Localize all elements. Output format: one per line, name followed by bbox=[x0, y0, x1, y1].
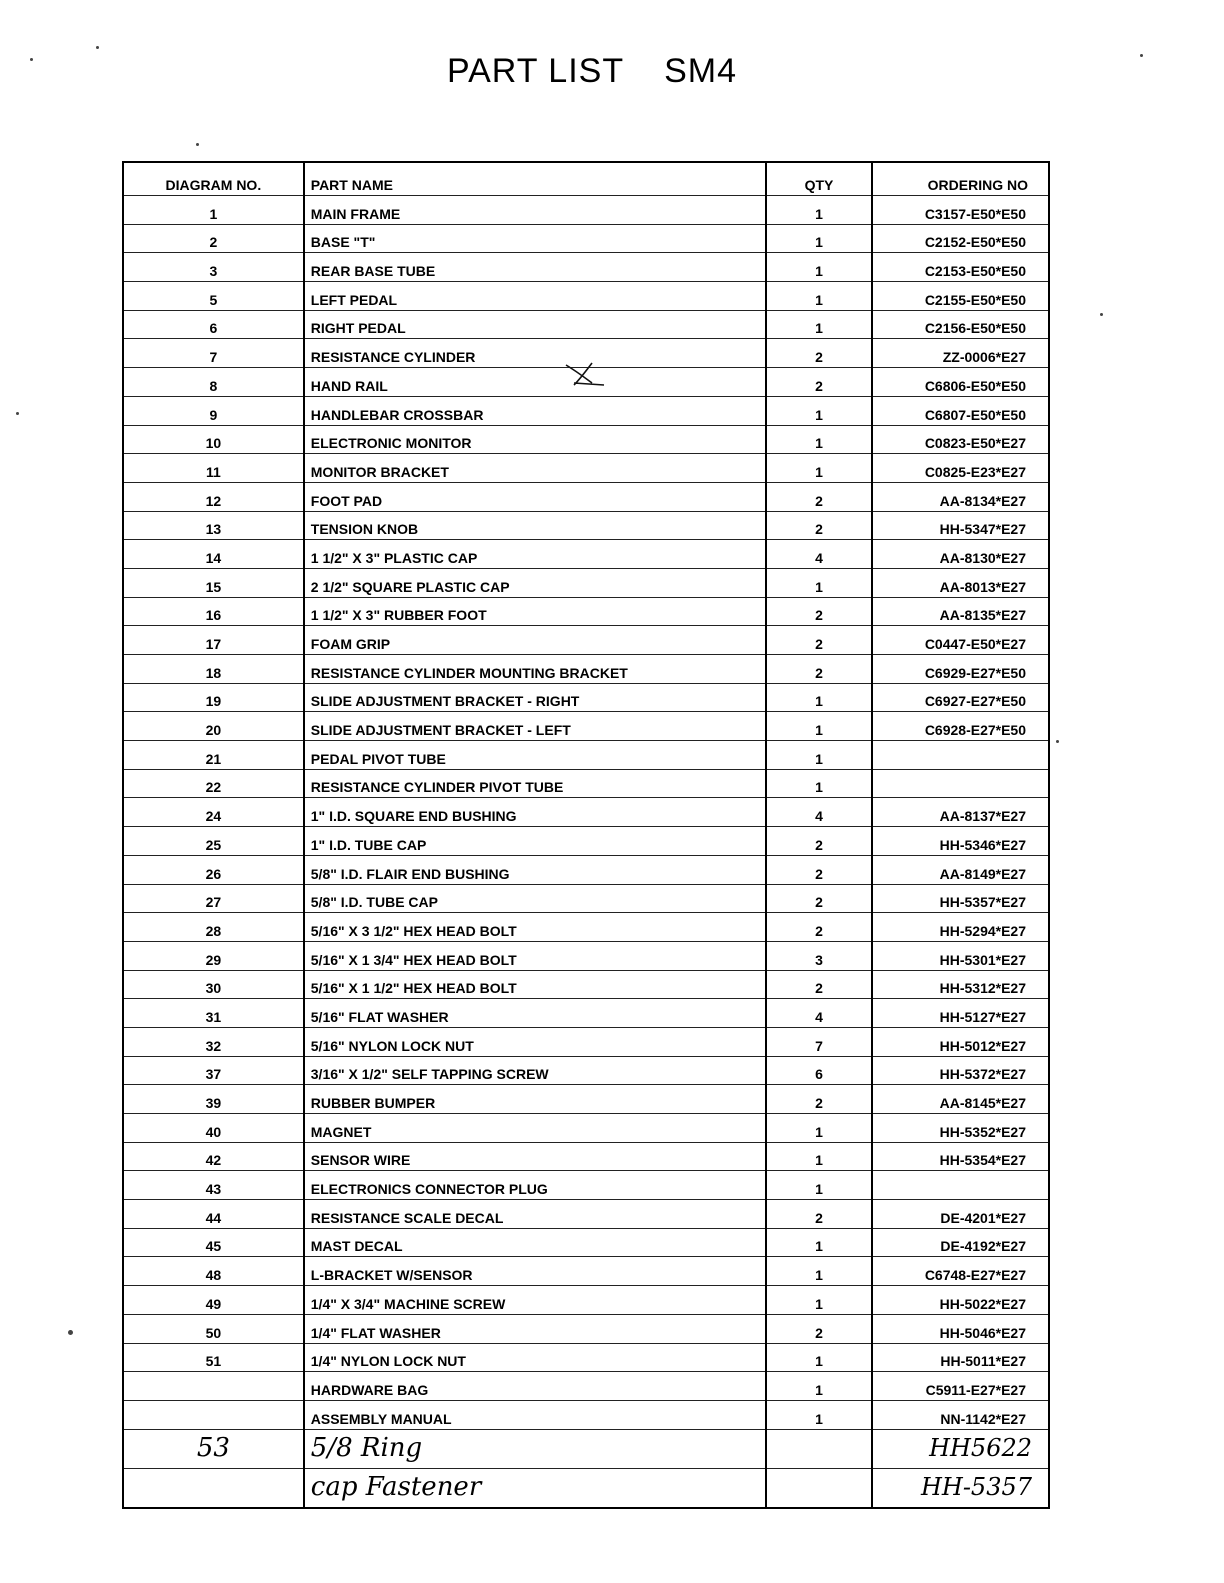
cell-qty: 1 bbox=[766, 741, 872, 770]
cell-ordering-no: AA-8137*E27 bbox=[872, 798, 1049, 827]
table-row bbox=[123, 597, 1049, 626]
table-row bbox=[123, 396, 1049, 425]
table-row bbox=[123, 1314, 1049, 1343]
table-row bbox=[123, 540, 1049, 569]
scan-speck bbox=[1056, 740, 1059, 743]
cell-qty: 1 bbox=[766, 1372, 872, 1401]
cell-diagram: 22 bbox=[123, 769, 304, 798]
cell-ordering-no: HH-5046*E27 bbox=[872, 1314, 1049, 1343]
cell-qty: 1 bbox=[766, 425, 872, 454]
cell-ordering-no: HH-5354*E27 bbox=[872, 1142, 1049, 1171]
table-row bbox=[123, 310, 1049, 339]
cell-diagram bbox=[123, 1372, 304, 1401]
cell-qty: 2 bbox=[766, 482, 872, 511]
cell-qty: 2 bbox=[766, 597, 872, 626]
cell-part-name: RESISTANCE CYLINDER PIVOT TUBE bbox=[304, 769, 766, 798]
cell-ordering-no: C6928-E27*E50 bbox=[872, 712, 1049, 741]
cell-ordering-no: AA-8013*E27 bbox=[872, 568, 1049, 597]
cell-qty: 7 bbox=[766, 1027, 872, 1056]
cell-qty: 4 bbox=[766, 798, 872, 827]
cell-part-name: SENSOR WIRE bbox=[304, 1142, 766, 1171]
cell-ordering-no: HH-5312*E27 bbox=[872, 970, 1049, 999]
table-row bbox=[123, 511, 1049, 540]
cell-ordering-no: HH-5127*E27 bbox=[872, 999, 1049, 1028]
cell-part-name: RESISTANCE CYLINDER MOUNTING BRACKET bbox=[304, 655, 766, 684]
cell-ordering-no: HH-5022*E27 bbox=[872, 1286, 1049, 1315]
table-row bbox=[123, 913, 1049, 942]
cell-diagram: 26 bbox=[123, 855, 304, 884]
scan-speck bbox=[196, 143, 199, 146]
table-row bbox=[123, 1257, 1049, 1286]
cell-qty: 2 bbox=[766, 511, 872, 540]
cell-ordering-no: C2156-E50*E50 bbox=[872, 310, 1049, 339]
table-row bbox=[123, 1286, 1049, 1315]
cell-ordering-no: C6927-E27*E50 bbox=[872, 683, 1049, 712]
cell-qty: 1 bbox=[766, 1228, 872, 1257]
table-row bbox=[123, 1056, 1049, 1085]
table-row bbox=[123, 712, 1049, 741]
cell-qty: 2 bbox=[766, 368, 872, 397]
table-row bbox=[123, 1027, 1049, 1056]
cell-ordering-no: C6929-E27*E50 bbox=[872, 655, 1049, 684]
scan-speck bbox=[68, 1330, 73, 1335]
cell-diagram: 7 bbox=[123, 339, 304, 368]
cell-ordering-no: NN-1142*E27 bbox=[872, 1400, 1049, 1429]
cell-ordering-no: HH-5012*E27 bbox=[872, 1027, 1049, 1056]
cell-ordering-no bbox=[872, 769, 1049, 798]
cell-part-name: LEFT PEDAL bbox=[304, 282, 766, 311]
cell-qty: 2 bbox=[766, 655, 872, 684]
cell-part-name: MAGNET bbox=[304, 1114, 766, 1143]
cell-diagram: 3 bbox=[123, 253, 304, 282]
table-row bbox=[123, 1372, 1049, 1401]
cell-diagram bbox=[123, 1468, 304, 1508]
cell-ordering-no: C2152-E50*E50 bbox=[872, 224, 1049, 253]
cell-qty: 1 bbox=[766, 1343, 872, 1372]
cell-diagram: 8 bbox=[123, 368, 304, 397]
cell-part-name: 1 1/2" X 3" PLASTIC CAP bbox=[304, 540, 766, 569]
cell-diagram: 10 bbox=[123, 425, 304, 454]
cell-qty: 1 bbox=[766, 1114, 872, 1143]
table-row bbox=[123, 1400, 1049, 1429]
table-row bbox=[123, 855, 1049, 884]
col-header-ordering: ORDERING NO bbox=[872, 162, 1049, 196]
cell-part-name: MONITOR BRACKET bbox=[304, 454, 766, 483]
cell-qty: 2 bbox=[766, 1200, 872, 1229]
cell-ordering-no: AA-8145*E27 bbox=[872, 1085, 1049, 1114]
table-row bbox=[123, 1114, 1049, 1143]
cell-ordering-no: C0825-E23*E27 bbox=[872, 454, 1049, 483]
cell-ordering-no: C0447-E50*E27 bbox=[872, 626, 1049, 655]
table-row bbox=[123, 482, 1049, 511]
cell-diagram: 5 bbox=[123, 282, 304, 311]
cell-qty: 1 bbox=[766, 310, 872, 339]
cell-diagram: 12 bbox=[123, 482, 304, 511]
cell-qty: 1 bbox=[766, 282, 872, 311]
cell-diagram: 37 bbox=[123, 1056, 304, 1085]
cell-diagram: 1 bbox=[123, 196, 304, 225]
cell-part-name: 1 1/2" X 3" RUBBER FOOT bbox=[304, 597, 766, 626]
cell-ordering-no: DE-4201*E27 bbox=[872, 1200, 1049, 1229]
cell-ordering-no: AA-8149*E27 bbox=[872, 855, 1049, 884]
parts-body bbox=[123, 196, 1049, 1508]
table-row bbox=[123, 1085, 1049, 1114]
table-row bbox=[123, 1142, 1049, 1171]
cell-part-name: 1" I.D. SQUARE END BUSHING bbox=[304, 798, 766, 827]
cell-qty: 1 bbox=[766, 196, 872, 225]
cell-qty: 2 bbox=[766, 913, 872, 942]
cell-ordering-no: C6748-E27*E27 bbox=[872, 1257, 1049, 1286]
cell-qty: 1 bbox=[766, 454, 872, 483]
cell-part-name: MAIN FRAME bbox=[304, 196, 766, 225]
cell-part-name: 1/4" FLAT WASHER bbox=[304, 1314, 766, 1343]
cell-part-name: MAST DECAL bbox=[304, 1228, 766, 1257]
table-row bbox=[123, 769, 1049, 798]
table-row bbox=[123, 884, 1049, 913]
cell-ordering-no: HH-5372*E27 bbox=[872, 1056, 1049, 1085]
cell-qty: 1 bbox=[766, 253, 872, 282]
cell-part-name: 5/16" X 1 3/4" HEX HEAD BOLT bbox=[304, 941, 766, 970]
cell-diagram: 13 bbox=[123, 511, 304, 540]
table-row bbox=[123, 1171, 1049, 1200]
cell-qty: 1 bbox=[766, 1257, 872, 1286]
handwritten-row bbox=[123, 1429, 1049, 1468]
cell-ordering-no: HH-5011*E27 bbox=[872, 1343, 1049, 1372]
cell-diagram: 15 bbox=[123, 568, 304, 597]
cell-diagram: 24 bbox=[123, 798, 304, 827]
cell-part-name: PEDAL PIVOT TUBE bbox=[304, 741, 766, 770]
check-mark-icon bbox=[562, 357, 606, 387]
cell-part-name: 2 1/2" SQUARE PLASTIC CAP bbox=[304, 568, 766, 597]
table-row bbox=[123, 941, 1049, 970]
cell-diagram: 27 bbox=[123, 884, 304, 913]
cell-qty: 1 bbox=[766, 769, 872, 798]
cell-diagram: 28 bbox=[123, 913, 304, 942]
scan-speck bbox=[96, 46, 99, 49]
cell-diagram: 16 bbox=[123, 597, 304, 626]
cell-part-name: 5/8" I.D. FLAIR END BUSHING bbox=[304, 855, 766, 884]
cell-part-name: 5/16" NYLON LOCK NUT bbox=[304, 1027, 766, 1056]
cell-part-name: TENSION KNOB bbox=[304, 511, 766, 540]
cell-part-name: ELECTRONICS CONNECTOR PLUG bbox=[304, 1171, 766, 1200]
cell-part-name: RIGHT PEDAL bbox=[304, 310, 766, 339]
cell-qty: 2 bbox=[766, 855, 872, 884]
cell-diagram: 29 bbox=[123, 941, 304, 970]
table-row bbox=[123, 454, 1049, 483]
scan-speck bbox=[1100, 313, 1103, 316]
cell-diagram: 32 bbox=[123, 1027, 304, 1056]
cell-qty: 2 bbox=[766, 1085, 872, 1114]
cell-diagram: 20 bbox=[123, 712, 304, 741]
cell-ordering-no: AA-8135*E27 bbox=[872, 597, 1049, 626]
table-row bbox=[123, 224, 1049, 253]
cell-part-name: RESISTANCE SCALE DECAL bbox=[304, 1200, 766, 1229]
cell-diagram: 48 bbox=[123, 1257, 304, 1286]
table-row bbox=[123, 1343, 1049, 1372]
cell-diagram: 42 bbox=[123, 1142, 304, 1171]
cell-part-name: HARDWARE BAG bbox=[304, 1372, 766, 1401]
cell-part-name: 5/16" FLAT WASHER bbox=[304, 999, 766, 1028]
cell-qty: 1 bbox=[766, 1286, 872, 1315]
header-row bbox=[123, 162, 1049, 196]
cell-ordering-no: HH-5347*E27 bbox=[872, 511, 1049, 540]
cell-qty: 2 bbox=[766, 970, 872, 999]
cell-qty bbox=[766, 1468, 872, 1508]
cell-qty: 2 bbox=[766, 884, 872, 913]
cell-qty: 1 bbox=[766, 683, 872, 712]
cell-part-name: 5/16" X 3 1/2" HEX HEAD BOLT bbox=[304, 913, 766, 942]
cell-qty: 3 bbox=[766, 941, 872, 970]
cell-diagram: 30 bbox=[123, 970, 304, 999]
col-header-name: PART NAME bbox=[304, 162, 766, 196]
cell-ordering-no bbox=[872, 1171, 1049, 1200]
cell-diagram: 14 bbox=[123, 540, 304, 569]
cell-diagram: 49 bbox=[123, 1286, 304, 1315]
cell-qty: 1 bbox=[766, 224, 872, 253]
cell-ordering-no: AA-8130*E27 bbox=[872, 540, 1049, 569]
cell-diagram: 2 bbox=[123, 224, 304, 253]
table-row bbox=[123, 626, 1049, 655]
cell-diagram: 53 bbox=[123, 1429, 304, 1468]
cell-ordering-no: HH-5357 bbox=[872, 1468, 1049, 1508]
cell-part-name: REAR BASE TUBE bbox=[304, 253, 766, 282]
cell-part-name: SLIDE ADJUSTMENT BRACKET - RIGHT bbox=[304, 683, 766, 712]
cell-diagram: 21 bbox=[123, 741, 304, 770]
cell-qty: 1 bbox=[766, 568, 872, 597]
scan-speck bbox=[16, 412, 19, 415]
cell-ordering-no: HH-5294*E27 bbox=[872, 913, 1049, 942]
cell-ordering-no: C6806-E50*E50 bbox=[872, 368, 1049, 397]
cell-qty bbox=[766, 1429, 872, 1468]
cell-diagram: 51 bbox=[123, 1343, 304, 1372]
table-row bbox=[123, 741, 1049, 770]
cell-diagram: 44 bbox=[123, 1200, 304, 1229]
col-header-qty: QTY bbox=[766, 162, 872, 196]
cell-ordering-no: HH-5346*E27 bbox=[872, 827, 1049, 856]
cell-qty: 6 bbox=[766, 1056, 872, 1085]
table-row bbox=[123, 798, 1049, 827]
cell-part-name: 5/8" I.D. TUBE CAP bbox=[304, 884, 766, 913]
cell-ordering-no: C2153-E50*E50 bbox=[872, 253, 1049, 282]
cell-ordering-no: HH-5352*E27 bbox=[872, 1114, 1049, 1143]
cell-part-name: FOOT PAD bbox=[304, 482, 766, 511]
cell-part-name: cap Fastener bbox=[304, 1468, 766, 1508]
table-row bbox=[123, 1200, 1049, 1229]
cell-part-name: RUBBER BUMPER bbox=[304, 1085, 766, 1114]
cell-part-name: FOAM GRIP bbox=[304, 626, 766, 655]
table-row bbox=[123, 568, 1049, 597]
cell-part-name: 3/16" X 1/2" SELF TAPPING SCREW bbox=[304, 1056, 766, 1085]
cell-diagram: 43 bbox=[123, 1171, 304, 1200]
cell-part-name: 5/8 Ring bbox=[304, 1429, 766, 1468]
cell-qty: 1 bbox=[766, 1142, 872, 1171]
cell-part-name: SLIDE ADJUSTMENT BRACKET - LEFT bbox=[304, 712, 766, 741]
cell-diagram: 18 bbox=[123, 655, 304, 684]
cell-diagram: 9 bbox=[123, 396, 304, 425]
handwritten-row bbox=[123, 1468, 1049, 1508]
cell-diagram: 31 bbox=[123, 999, 304, 1028]
table-row bbox=[123, 282, 1049, 311]
col-header-diagram: DIAGRAM NO. bbox=[123, 162, 304, 196]
cell-qty: 4 bbox=[766, 540, 872, 569]
cell-ordering-no: AA-8134*E27 bbox=[872, 482, 1049, 511]
cell-ordering-no: ZZ-0006*E27 bbox=[872, 339, 1049, 368]
cell-ordering-no: HH5622 bbox=[872, 1429, 1049, 1468]
cell-part-name: HANDLEBAR CROSSBAR bbox=[304, 396, 766, 425]
scan-speck bbox=[30, 58, 33, 61]
table-row bbox=[123, 999, 1049, 1028]
scan-speck bbox=[1140, 54, 1143, 57]
cell-part-name: ELECTRONIC MONITOR bbox=[304, 425, 766, 454]
cell-part-name: 1" I.D. TUBE CAP bbox=[304, 827, 766, 856]
cell-qty: 1 bbox=[766, 1171, 872, 1200]
cell-part-name: HAND RAIL bbox=[304, 368, 766, 397]
cell-diagram: 19 bbox=[123, 683, 304, 712]
cell-ordering-no: C0823-E50*E27 bbox=[872, 425, 1049, 454]
cell-qty: 1 bbox=[766, 1400, 872, 1429]
cell-diagram: 45 bbox=[123, 1228, 304, 1257]
cell-qty: 1 bbox=[766, 396, 872, 425]
model-text: SM4 bbox=[664, 52, 738, 90]
cell-part-name: RESISTANCE CYLINDER bbox=[304, 339, 766, 368]
table-row bbox=[123, 970, 1049, 999]
cell-qty: 1 bbox=[766, 712, 872, 741]
table-row bbox=[123, 683, 1049, 712]
table-row bbox=[123, 827, 1049, 856]
cell-part-name: 1/4" NYLON LOCK NUT bbox=[304, 1343, 766, 1372]
page-title bbox=[0, 52, 1184, 91]
cell-ordering-no: HH-5301*E27 bbox=[872, 941, 1049, 970]
cell-part-name: 1/4" X 3/4" MACHINE SCREW bbox=[304, 1286, 766, 1315]
cell-qty: 2 bbox=[766, 827, 872, 856]
table-row bbox=[123, 425, 1049, 454]
title-text: PART LIST bbox=[446, 52, 625, 90]
cell-part-name: ASSEMBLY MANUAL bbox=[304, 1400, 766, 1429]
table-row bbox=[123, 253, 1049, 282]
cell-qty: 4 bbox=[766, 999, 872, 1028]
cell-ordering-no: C2155-E50*E50 bbox=[872, 282, 1049, 311]
cell-diagram: 39 bbox=[123, 1085, 304, 1114]
cell-diagram: 17 bbox=[123, 626, 304, 655]
cell-diagram: 50 bbox=[123, 1314, 304, 1343]
cell-part-name: BASE "T" bbox=[304, 224, 766, 253]
cell-ordering-no: C6807-E50*E50 bbox=[872, 396, 1049, 425]
cell-ordering-no: C3157-E50*E50 bbox=[872, 196, 1049, 225]
cell-ordering-no: C5911-E27*E27 bbox=[872, 1372, 1049, 1401]
cell-qty: 2 bbox=[766, 626, 872, 655]
table-row bbox=[123, 196, 1049, 225]
cell-ordering-no: HH-5357*E27 bbox=[872, 884, 1049, 913]
cell-qty: 2 bbox=[766, 339, 872, 368]
table-row bbox=[123, 655, 1049, 684]
cell-qty: 2 bbox=[766, 1314, 872, 1343]
cell-part-name: L-BRACKET W/SENSOR bbox=[304, 1257, 766, 1286]
cell-ordering-no bbox=[872, 741, 1049, 770]
cell-part-name: 5/16" X 1 1/2" HEX HEAD BOLT bbox=[304, 970, 766, 999]
cell-ordering-no: DE-4192*E27 bbox=[872, 1228, 1049, 1257]
cell-diagram: 25 bbox=[123, 827, 304, 856]
cell-diagram: 11 bbox=[123, 454, 304, 483]
table-row bbox=[123, 1228, 1049, 1257]
cell-diagram: 40 bbox=[123, 1114, 304, 1143]
cell-diagram bbox=[123, 1400, 304, 1429]
cell-diagram: 6 bbox=[123, 310, 304, 339]
